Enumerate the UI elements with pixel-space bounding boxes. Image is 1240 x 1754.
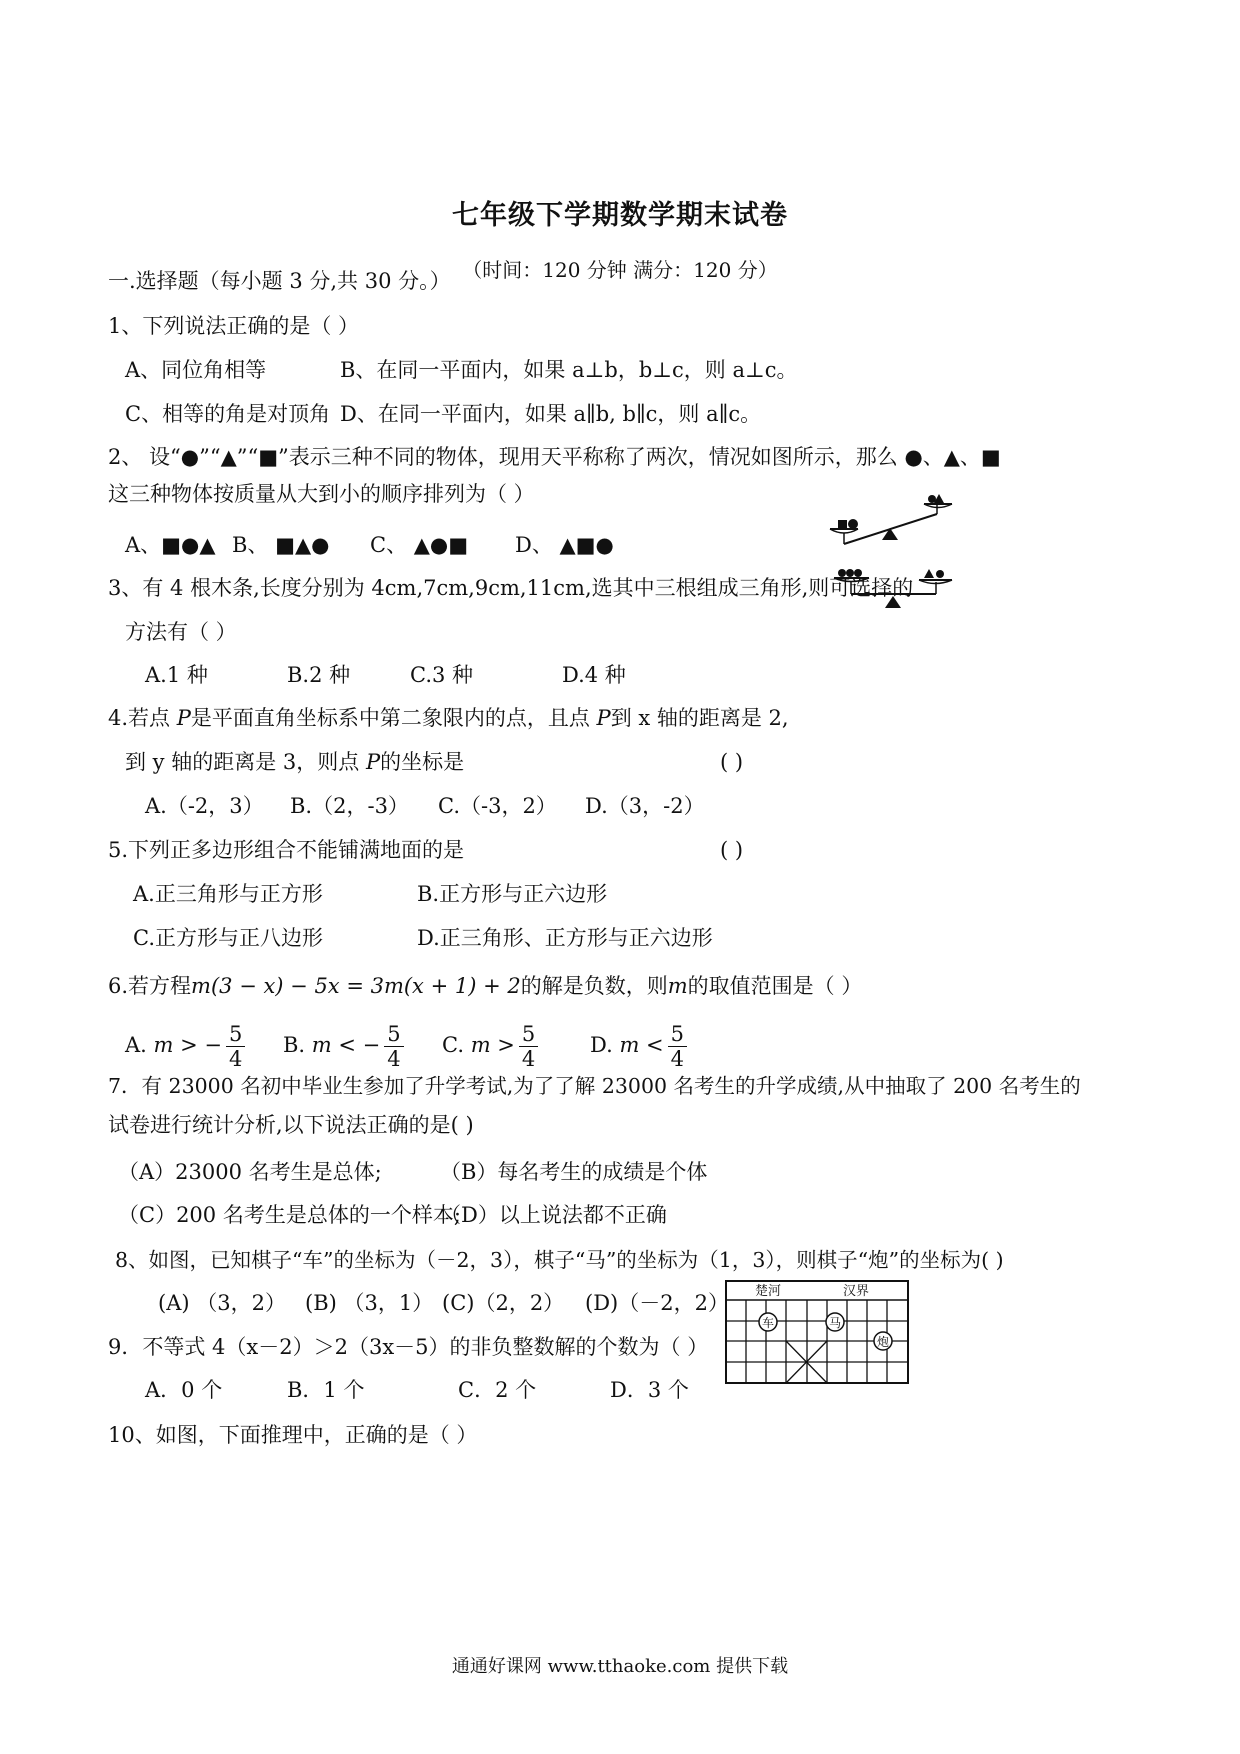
q3-option-a: A.1 种 — [145, 663, 208, 687]
q4-stem-line2: 到 y 轴的距离是 3，则点 P的坐标是 — [125, 750, 465, 774]
section-heading: 一.选择题（每小题 3 分,共 30 分。） — [108, 269, 451, 293]
q6-option-d: D. m < $\frac{5}{4}$ — [590, 1022, 687, 1071]
q2-option-b: B、 ■▲● — [232, 533, 330, 557]
piece-chariot: 车 — [761, 1316, 775, 1330]
q7-option-c: （C）200 名考生是总体的一个样本; — [118, 1203, 461, 1227]
q4-option-a: A.（-2，3） — [145, 794, 264, 818]
balance-scale-1 — [830, 494, 952, 544]
q9-option-a: A．0 个 — [145, 1378, 223, 1402]
q6-equation: m(3 − x) − 5x = 3m(x + 1) + 2 — [191, 974, 521, 998]
q8-option-c: (C)（2，2） — [442, 1291, 565, 1315]
q1-option-a: A、同位角相等 — [125, 358, 267, 382]
q6-stem: 6.若方程m(3 − x) − 5x = 3m(x + 1) + 2的解是负数，则m的取值范围是（ ） — [108, 974, 863, 998]
board-label-river: 楚河 — [755, 1284, 782, 1299]
q7-option-b: （B）每名考生的成绩是个体 — [440, 1160, 708, 1184]
q3-option-c: C.3 种 — [410, 663, 474, 687]
q3-stem-line2: 方法有（ ） — [125, 620, 237, 644]
q6-option-a: A. m > − $\frac{5}{4}$ — [125, 1022, 245, 1071]
q8-option-b: (B) （3，1） — [305, 1291, 434, 1315]
q1-option-c: C、相等的角是对顶角 — [125, 402, 331, 426]
q3-option-b: B.2 种 — [287, 663, 351, 687]
q8-option-a: (A) （3，2） — [158, 1291, 286, 1315]
q8-option-d: (D)（－2，2） — [585, 1291, 729, 1315]
q2-stem-line2: 这三种物体按质量从大到小的顺序排列为（ ） — [108, 482, 535, 506]
q1-stem: 1、下列说法正确的是（ ） — [108, 314, 360, 338]
page-title: 七年级下学期数学期末试卷 — [452, 200, 788, 231]
q9-option-c: C．2 个 — [458, 1378, 537, 1402]
q5-option-b: B.正方形与正六边形 — [417, 882, 608, 906]
q7-option-a: （A）23000 名考生是总体; — [118, 1160, 382, 1184]
q6-option-b: B. m < − $\frac{5}{4}$ — [283, 1022, 404, 1071]
q5-option-c: C.正方形与正八边形 — [133, 926, 323, 950]
q10-stem: 10、如图，下面推理中，正确的是（ ） — [108, 1423, 478, 1447]
q9-option-d: D．3 个 — [610, 1378, 689, 1402]
q4-option-d: D.（3，-2） — [585, 794, 705, 818]
q2-option-a: A、■●▲ — [125, 533, 216, 557]
chess-board-figure — [725, 1280, 911, 1386]
exam-info: （时间：120 分钟 满分：120 分） — [462, 258, 778, 282]
q4-stem-line1: 4.若点 P是平面直角坐标系中第二象限内的点，且点 P到 x 轴的距离是 2, — [108, 706, 789, 730]
q4-option-b: B.（2，-3） — [290, 794, 409, 818]
q5-option-a: A.正三角形与正方形 — [133, 882, 323, 906]
q9-stem: 9．不等式 4（x－2）＞2（3x－5）的非负整数解的个数为（ ） — [108, 1335, 709, 1359]
q2-option-c: C、 ▲●■ — [370, 533, 469, 557]
q1-option-b: B、在同一平面内，如果 a⊥b，b⊥c，则 a⊥c。 — [340, 358, 798, 382]
q6-option-c: C. m > $\frac{5}{4}$ — [442, 1022, 538, 1071]
q4-option-c: C.（-3，2） — [438, 794, 557, 818]
piece-horse: 马 — [828, 1316, 842, 1330]
piece-cannon: 炮 — [876, 1335, 890, 1349]
q3-stem-line1: 3、有 4 根木条,长度分别为 4cm,7cm,9cm,11cm,选其中三根组成三角形,则可选择的 — [108, 576, 914, 600]
q8-stem: 8、如图，已知棋子“车”的坐标为（－2，3），棋子“马”的坐标为（1，3），则棋子“炮”的坐标为( ) — [115, 1248, 1004, 1272]
q5-option-d: D.正三角形、正方形与正六边形 — [417, 926, 713, 950]
footer-credit: 通通好课网 www.tthaoke.com 提供下载 — [451, 1656, 789, 1677]
board-label-border: 汉界 — [843, 1284, 870, 1299]
q3-option-d: D.4 种 — [562, 663, 626, 687]
q7-stem-line2: 试卷进行统计分析,以下说法正确的是( ) — [108, 1113, 474, 1137]
q1-option-d: D、在同一平面内，如果 a∥b, b∥c，则 a∥c。 — [340, 402, 762, 426]
q2-stem-line1: 2、 设“●”“▲”“■”表示三种不同的物体，现用天平称称了两次，情况如图所示，那么 ●、▲、■ — [108, 445, 1001, 469]
q5-stem: 5.下列正多边形组合不能铺满地面的是 — [108, 838, 465, 862]
q4-answer-blank: ( ) — [720, 750, 744, 774]
q9-option-b: B．1 个 — [287, 1378, 365, 1402]
q2-option-d: D、 ▲■● — [515, 533, 614, 557]
q7-option-d: （D）以上说法都不正确 — [440, 1203, 667, 1227]
q5-answer-blank: ( ) — [720, 838, 744, 862]
q7-stem-line1: 7．有 23000 名初中毕业生参加了升学考试,为了了解 23000 名考生的升学成绩,从中抽取了 200 名考生的 — [108, 1074, 1081, 1098]
